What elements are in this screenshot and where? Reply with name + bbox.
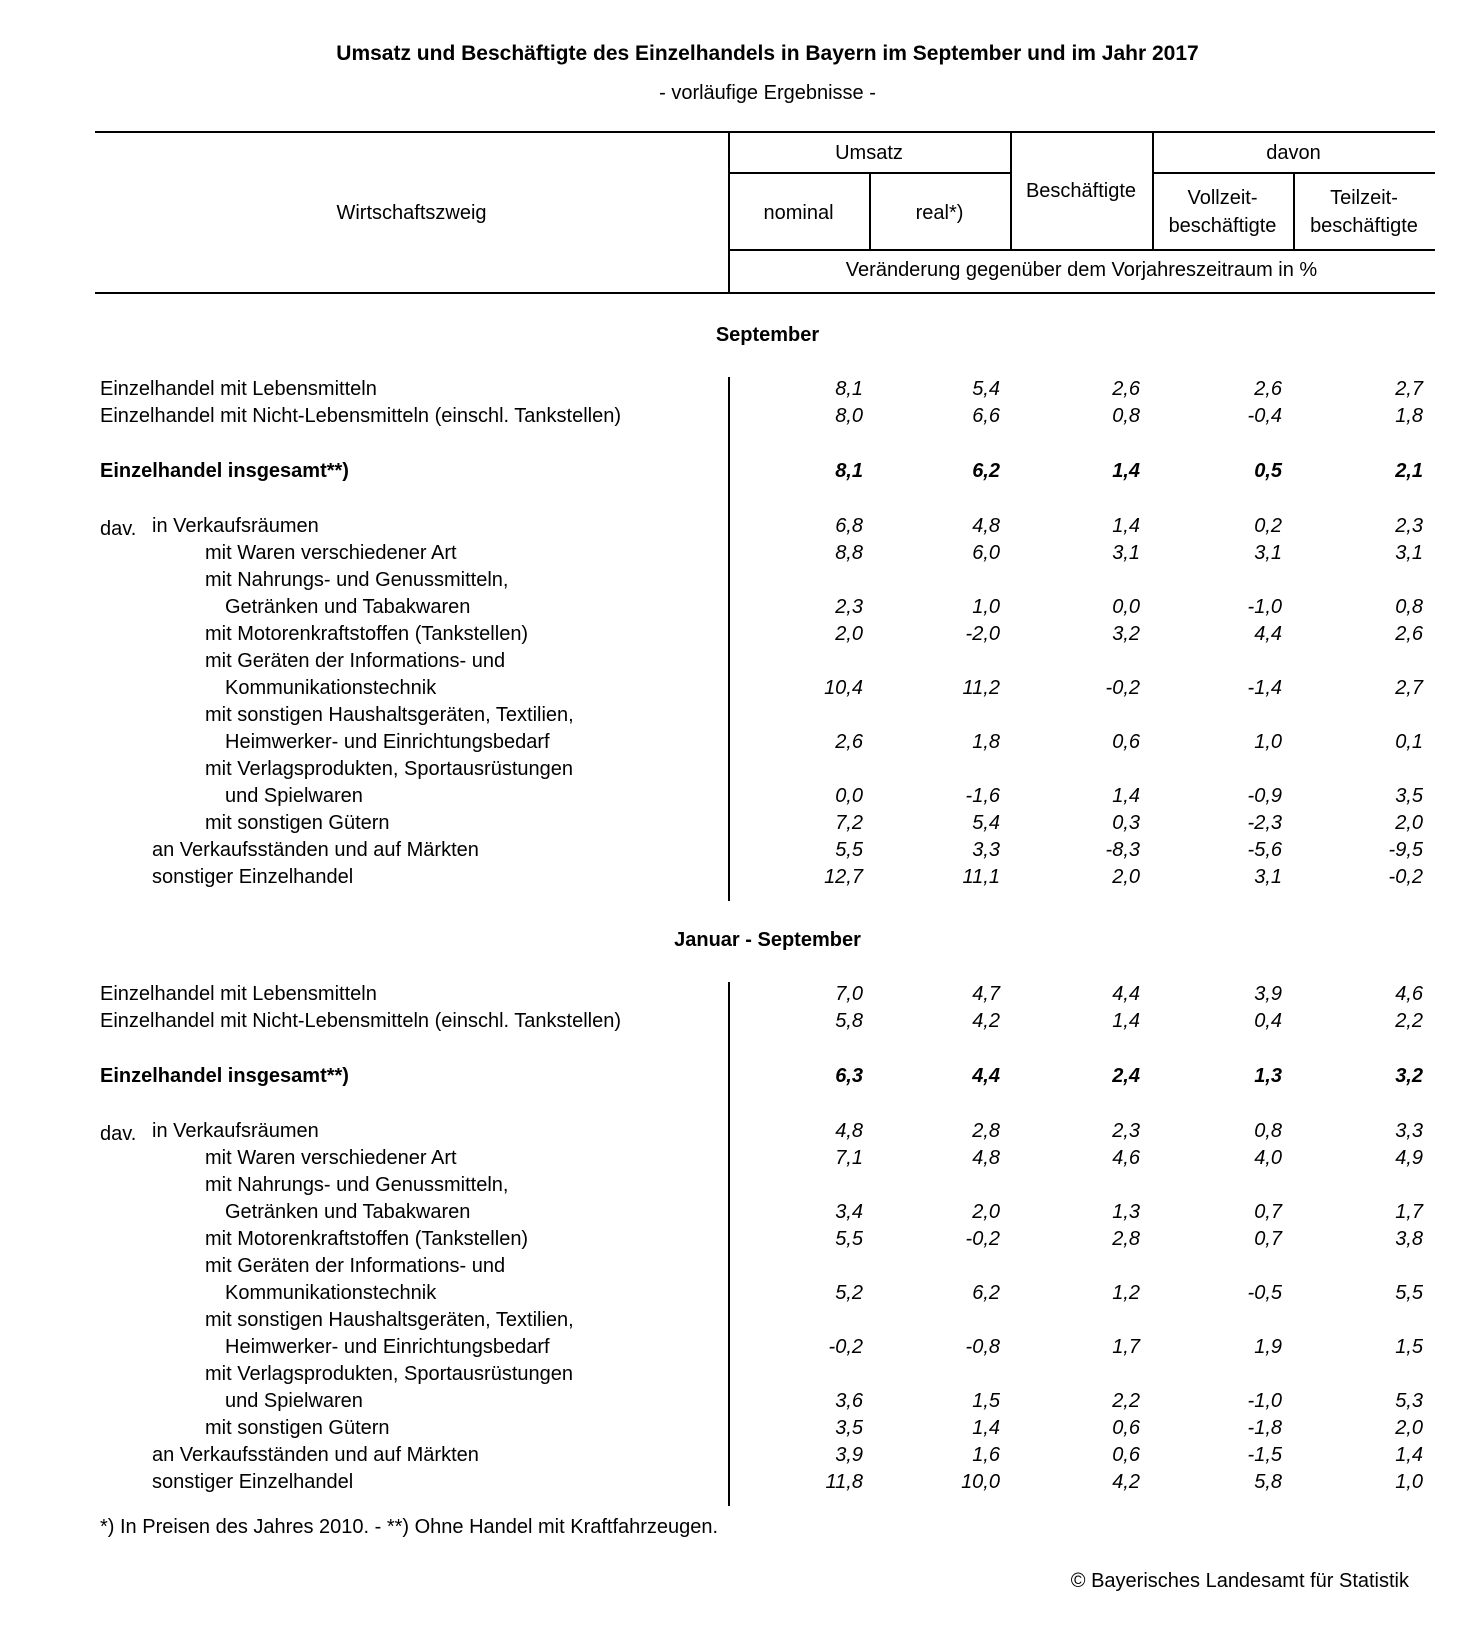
row-value: -1,4 (1247, 677, 1282, 699)
row-value: -0,8 (965, 1336, 1000, 1358)
copyright: © Bayerisches Landesamt für Statistik (1070, 1570, 1409, 1592)
table-row (0, 1201, 1465, 1228)
footnote: *) In Preisen des Jahres 2010. - **) Ohne Handel mit Kraftfahrzeugen. (100, 1516, 719, 1538)
header-top-rule (95, 131, 1435, 133)
header-wirtschaftszweig: Wirtschaftszweig (336, 202, 487, 224)
row-value: 2,3 (1395, 515, 1423, 537)
row-label: mit sonstigen Haushaltsgeräten, Textilien, (205, 704, 574, 726)
row-value: 1,4 (972, 1417, 1000, 1439)
table-row (0, 542, 1465, 569)
row-value: 1,4 (1112, 785, 1140, 807)
row-value: 1,8 (1395, 405, 1423, 427)
header-teilzeit-line2: beschäftigte (1310, 215, 1418, 237)
row-label: und Spielwaren (225, 1390, 363, 1412)
row-value: 3,1 (1395, 542, 1423, 564)
row-value: 8,8 (835, 542, 863, 564)
row-value: 3,3 (972, 839, 1000, 861)
table-row (0, 1174, 1465, 1201)
row-value: 6,6 (972, 405, 1000, 427)
row-label: Einzelhandel mit Lebensmitteln (100, 983, 377, 1005)
row-prefix: dav. (100, 518, 137, 540)
row-label: mit Waren verschiedener Art (205, 542, 457, 564)
table-row (0, 1471, 1465, 1498)
row-value: 3,2 (1112, 623, 1140, 645)
row-value: -8,3 (1105, 839, 1140, 861)
row-label: mit Waren verschiedener Art (205, 1147, 457, 1169)
row-value: 5,4 (972, 378, 1000, 400)
row-value: -1,0 (1247, 1390, 1282, 1412)
table-row (0, 866, 1465, 893)
row-value: 4,0 (1254, 1147, 1282, 1169)
table-row (0, 1228, 1465, 1255)
row-value: 2,2 (1112, 1390, 1140, 1412)
row-value: 3,5 (1395, 785, 1423, 807)
table-row (0, 378, 1465, 405)
table-row (0, 704, 1465, 731)
table-row (0, 515, 1465, 542)
row-value: -2,0 (965, 623, 1000, 645)
row-value: 2,0 (1395, 1417, 1423, 1439)
row-value: 2,7 (1395, 378, 1423, 400)
row-value: 1,8 (972, 731, 1000, 753)
row-value: -1,6 (965, 785, 1000, 807)
table-row (0, 1390, 1465, 1417)
row-value: 12,7 (824, 866, 863, 888)
table-row (0, 812, 1465, 839)
row-label: an Verkaufsständen und auf Märkten (152, 839, 479, 861)
table-row (0, 569, 1465, 596)
row-value: 2,8 (1112, 1228, 1140, 1250)
header-nominal: nominal (763, 202, 834, 224)
row-value: 7,1 (835, 1147, 863, 1169)
section-title-september: September (715, 324, 820, 346)
row-label: und Spielwaren (225, 785, 363, 807)
row-value: 6,2 (972, 460, 1000, 482)
row-value: 3,2 (1395, 1065, 1423, 1087)
section-title-januar-september: Januar - September (674, 929, 861, 951)
header-davon: davon (1266, 142, 1321, 164)
row-label: Einzelhandel mit Nicht-Lebensmitteln (einschl. Tankstellen) (100, 405, 621, 427)
row-value: 4,8 (972, 1147, 1000, 1169)
row-value: 2,6 (835, 731, 863, 753)
header-vollzeit-line2: beschäftigte (1168, 215, 1277, 237)
row-value: -0,5 (1247, 1282, 1282, 1304)
row-value: 0,1 (1395, 731, 1423, 753)
row-label: mit sonstigen Gütern (205, 1417, 390, 1439)
row-value: 5,5 (1395, 1282, 1423, 1304)
row-label: mit Geräten der Informations- und (205, 1255, 506, 1277)
row-value: 3,6 (835, 1390, 863, 1412)
row-label: Heimwerker- und Einrichtungsbedarf (225, 1336, 550, 1358)
table-row (0, 677, 1465, 704)
row-value: 5,5 (835, 839, 863, 861)
row-value: 8,1 (835, 378, 863, 400)
row-value: 6,8 (835, 515, 863, 537)
table-row (0, 839, 1465, 866)
row-value: 0,8 (1254, 1120, 1282, 1142)
row-value: 0,8 (1112, 405, 1140, 427)
row-value: 2,6 (1112, 378, 1140, 400)
row-value: -0,9 (1247, 785, 1282, 807)
row-value: 4,2 (1112, 1471, 1140, 1493)
row-label: Einzelhandel insgesamt**) (100, 1065, 349, 1087)
row-value: 3,9 (1254, 983, 1282, 1005)
row-value: 2,7 (1395, 677, 1423, 699)
header-bottom-rule (95, 292, 1435, 294)
table-row (0, 1010, 1465, 1037)
row-value: 1,4 (1395, 1444, 1423, 1466)
row-value: 11,8 (825, 1471, 863, 1493)
row-value: 6,0 (972, 542, 1000, 564)
row-value: 7,2 (835, 812, 863, 834)
row-value: 2,8 (972, 1120, 1000, 1142)
row-value: 5,4 (972, 812, 1000, 834)
row-value: 1,4 (1112, 515, 1140, 537)
row-label: mit Nahrungs- und Genussmitteln, (205, 1174, 509, 1196)
row-value: 4,4 (1112, 983, 1140, 1005)
row-value: 1,4 (1112, 460, 1140, 482)
header-vollzeit-line1: Vollzeit- (1187, 187, 1258, 209)
row-value: 3,1 (1112, 542, 1140, 564)
row-value: 0,6 (1112, 1444, 1140, 1466)
row-value: 4,7 (972, 983, 1000, 1005)
table-row (0, 1309, 1465, 1336)
row-value: 10,4 (824, 677, 863, 699)
row-value: 8,0 (835, 405, 863, 427)
row-value: 1,6 (972, 1444, 1000, 1466)
table-row (0, 785, 1465, 812)
row-label: mit Verlagsprodukten, Sportausrüstungen (205, 1363, 573, 1385)
row-value: 2,3 (835, 596, 863, 618)
table-row (0, 731, 1465, 758)
table-row (0, 460, 1465, 487)
row-value: 1,0 (1395, 1471, 1423, 1493)
row-value: 1,0 (972, 596, 1000, 618)
row-value: 5,8 (1254, 1471, 1282, 1493)
row-value: 5,8 (835, 1010, 863, 1032)
row-value: 0,4 (1254, 1010, 1282, 1032)
row-value: 5,3 (1395, 1390, 1423, 1412)
row-label: Getränken und Tabakwaren (225, 596, 471, 618)
header-beschaeftigte: Beschäftigte (1025, 180, 1137, 202)
row-value: 4,2 (972, 1010, 1000, 1032)
row-label: mit Motorenkraftstoffen (Tankstellen) (205, 623, 529, 645)
row-value: 4,8 (835, 1120, 863, 1142)
row-value: 5,2 (835, 1282, 863, 1304)
table-row (0, 758, 1465, 785)
row-value: 2,3 (1112, 1120, 1140, 1142)
row-value: 3,4 (835, 1201, 863, 1223)
row-value: -1,5 (1247, 1444, 1282, 1466)
header-real: real*) (915, 202, 964, 224)
row-value: 5,5 (835, 1228, 863, 1250)
row-value: 0,3 (1112, 812, 1140, 834)
row-value: 1,3 (1112, 1201, 1140, 1223)
header-teilzeit-line1: Teilzeit- (1330, 187, 1398, 209)
row-label: mit sonstigen Gütern (205, 812, 390, 834)
row-value: -0,2 (828, 1336, 863, 1358)
table-row (0, 1065, 1465, 1092)
row-value: 0,7 (1254, 1201, 1282, 1223)
row-value: 1,2 (1112, 1282, 1140, 1304)
row-value: 2,0 (972, 1201, 1000, 1223)
table-row (0, 1120, 1465, 1147)
row-label: Kommunikationstechnik (225, 1282, 437, 1304)
row-value: 0,2 (1254, 515, 1282, 537)
row-label: in Verkaufsräumen (152, 515, 319, 537)
table-row (0, 1363, 1465, 1390)
row-value: 3,9 (835, 1444, 863, 1466)
veraenderung-rule (728, 249, 1435, 251)
row-value: 0,5 (1254, 460, 1282, 482)
row-value: 2,6 (1254, 378, 1282, 400)
row-value: 2,4 (1112, 1065, 1140, 1087)
row-label: mit sonstigen Haushaltsgeräten, Textilien, (205, 1309, 574, 1331)
row-value: 6,3 (835, 1065, 863, 1087)
row-value: -0,2 (1388, 866, 1423, 888)
row-value: 1,9 (1254, 1336, 1282, 1358)
row-label: sonstiger Einzelhandel (152, 866, 354, 888)
row-value: -1,0 (1247, 596, 1282, 618)
row-label: sonstiger Einzelhandel (152, 1471, 354, 1493)
row-value: -1,8 (1247, 1417, 1282, 1439)
row-value: 0,0 (1112, 596, 1140, 618)
row-label: Einzelhandel insgesamt**) (100, 460, 349, 482)
row-value: 4,9 (1395, 1147, 1423, 1169)
row-label: Getränken und Tabakwaren (225, 1201, 471, 1223)
row-value: 1,7 (1395, 1201, 1423, 1223)
row-value: -0,2 (1105, 677, 1140, 699)
row-label: Einzelhandel mit Lebensmitteln (100, 378, 377, 400)
row-label: mit Motorenkraftstoffen (Tankstellen) (205, 1228, 529, 1250)
row-value: -5,6 (1247, 839, 1282, 861)
row-label: mit Nahrungs- und Genussmitteln, (205, 569, 509, 591)
row-value: 4,6 (1112, 1147, 1140, 1169)
row-value: 0,8 (1395, 596, 1423, 618)
row-value: 3,5 (835, 1417, 863, 1439)
row-value: 3,3 (1395, 1120, 1423, 1142)
row-prefix: dav. (100, 1123, 137, 1145)
table-row (0, 1282, 1465, 1309)
table-row (0, 983, 1465, 1010)
row-value: 1,4 (1112, 1010, 1140, 1032)
row-value: 2,6 (1395, 623, 1423, 645)
row-label: mit Verlagsprodukten, Sportausrüstungen (205, 758, 573, 780)
row-label: Einzelhandel mit Nicht-Lebensmitteln (einschl. Tankstellen) (100, 1010, 621, 1032)
row-value: 6,2 (972, 1282, 1000, 1304)
row-value: 11,2 (962, 677, 1000, 699)
row-label: Heimwerker- und Einrichtungsbedarf (225, 731, 550, 753)
table-row (0, 1336, 1465, 1363)
row-value: 2,1 (1395, 460, 1423, 482)
row-label: Kommunikationstechnik (225, 677, 437, 699)
row-label: mit Geräten der Informations- und (205, 650, 506, 672)
row-label: an Verkaufsständen und auf Märkten (152, 1444, 479, 1466)
row-value: 4,4 (972, 1065, 1000, 1087)
row-value: 11,1 (962, 866, 1000, 888)
row-value: 3,8 (1395, 1228, 1423, 1250)
row-value: 0,0 (835, 785, 863, 807)
row-value: 1,5 (972, 1390, 1000, 1412)
table-row (0, 1147, 1465, 1174)
table-row (0, 1444, 1465, 1471)
table-row (0, 1255, 1465, 1282)
row-value: 2,0 (1112, 866, 1140, 888)
row-value: 0,6 (1112, 1417, 1140, 1439)
row-value: 0,7 (1254, 1228, 1282, 1250)
table-row (0, 1417, 1465, 1444)
row-value: -9,5 (1388, 839, 1423, 861)
page-subtitle: - vorläufige Ergebnisse - (659, 82, 876, 104)
table-row (0, 405, 1465, 432)
table-row (0, 650, 1465, 677)
row-value: 7,0 (835, 983, 863, 1005)
row-value: -2,3 (1247, 812, 1282, 834)
row-label: in Verkaufsräumen (152, 1120, 319, 1142)
row-value: 8,1 (835, 460, 863, 482)
row-value: -0,2 (965, 1228, 1000, 1250)
row-value: -0,4 (1247, 405, 1282, 427)
header-umsatz: Umsatz (835, 142, 903, 164)
row-value: 4,6 (1395, 983, 1423, 1005)
table-row (0, 623, 1465, 650)
row-value: 1,3 (1254, 1065, 1282, 1087)
header-veraenderung: Veränderung gegenüber dem Vorjahreszeitraum in % (845, 259, 1318, 281)
row-value: 10,0 (961, 1471, 1000, 1493)
row-value: 2,0 (835, 623, 863, 645)
page-title: Umsatz und Beschäftigte des Einzelhandels in Bayern im September und im Jahr 2017 (336, 42, 1199, 65)
row-value: 3,1 (1254, 866, 1282, 888)
row-value: 0,6 (1112, 731, 1140, 753)
row-value: 1,7 (1112, 1336, 1140, 1358)
row-value: 1,0 (1254, 731, 1282, 753)
row-value: 2,2 (1395, 1010, 1423, 1032)
row-value: 3,1 (1254, 542, 1282, 564)
table-row (0, 596, 1465, 623)
row-value: 4,4 (1254, 623, 1282, 645)
row-value: 2,0 (1395, 812, 1423, 834)
row-value: 1,5 (1395, 1336, 1423, 1358)
row-value: 4,8 (972, 515, 1000, 537)
